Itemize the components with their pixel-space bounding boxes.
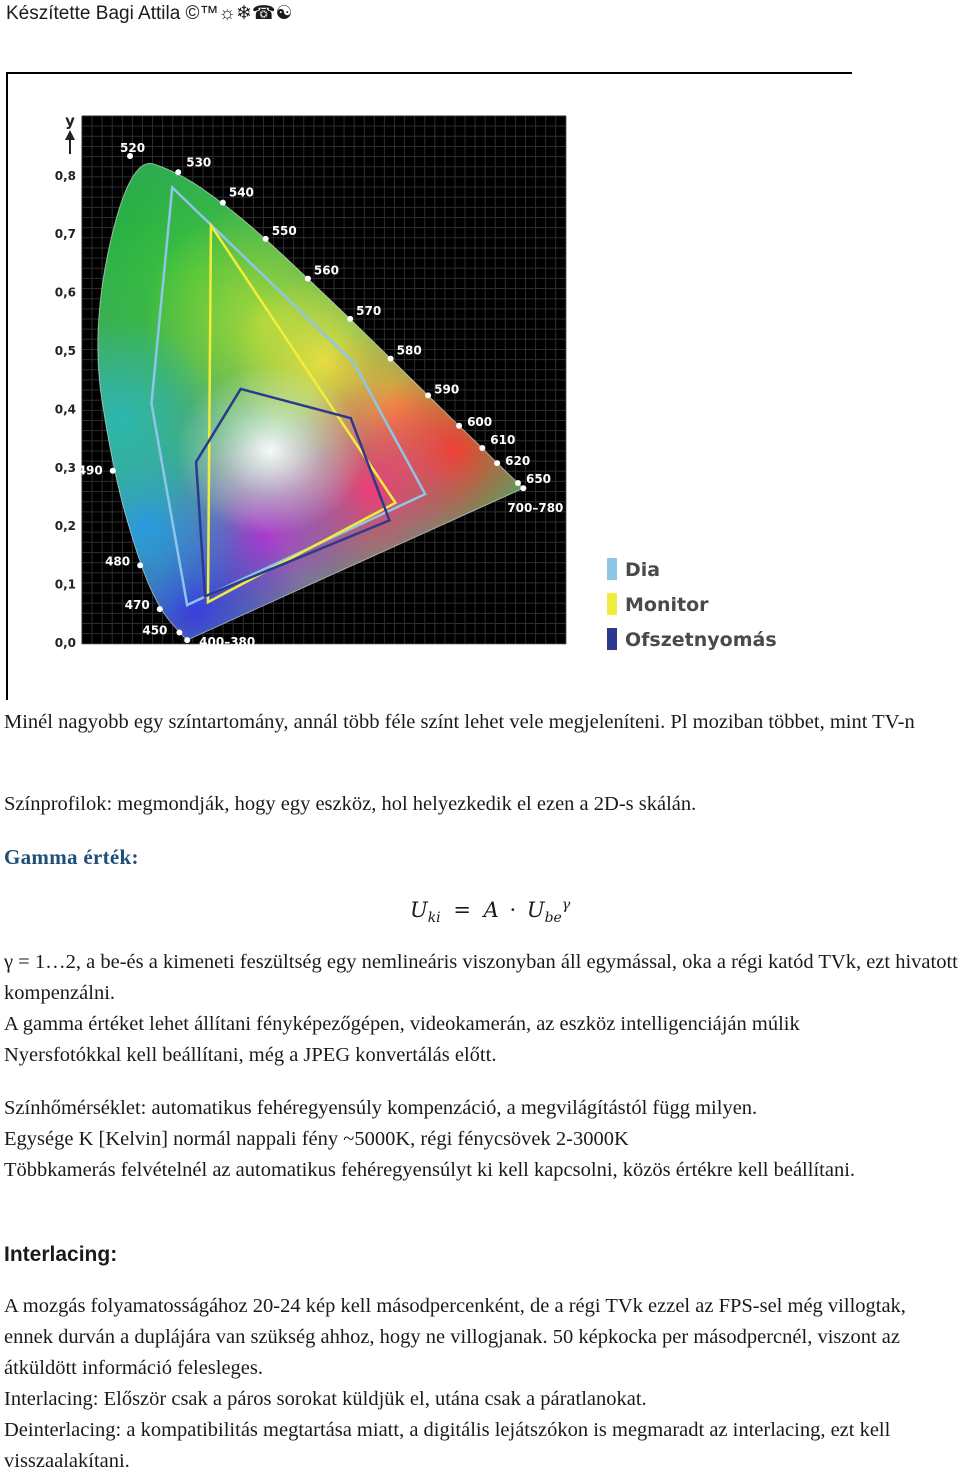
wavelength-dot [347, 316, 353, 322]
y-tick-label: 0,2 [54, 519, 76, 534]
wavelength-label: 590 [434, 382, 460, 397]
y-tick-label: 0,1 [54, 577, 76, 592]
y-tick-label: 0,8 [54, 168, 76, 183]
wavelength-dot [305, 276, 311, 282]
wavelength-label: 650 [525, 471, 552, 486]
wavelength-dot [494, 460, 500, 466]
x-tick-label: 0,3 [253, 655, 276, 669]
wavelength-dot [110, 468, 116, 474]
y-tick-label: 0,3 [54, 460, 76, 475]
paragraph-gamut: Minél nagyobb egy színtartomány, annál több féle színt lehet vele megjeleníteni. Pl moziban többet, mint TV-n [4, 711, 915, 733]
wavelength-dot [137, 562, 143, 568]
gamma-formula: $U_{ki} = A \cdot U_{be}^\gamma$ [410, 897, 571, 927]
paragraph-color-temperature: Színhőmérséklet: automatikus fehéregyensúly kompenzáció, a megvilágítástól függ milyen. [4, 1097, 758, 1119]
cie-chromaticity-chart [26, 96, 786, 686]
wavelength-label: 560 [313, 263, 339, 278]
wavelength-label: 450 [142, 623, 168, 638]
heading-interlacing: Interlacing: [4, 1243, 118, 1266]
paragraph-interlacing-def: Interlacing: Először csak a páros sorokat küldjük el, utána csak a páratlanokat. [4, 1388, 647, 1410]
wavelength-dot [175, 169, 181, 175]
wavelength-dot [220, 200, 226, 206]
paragraph-deinterlacing: Deinterlacing: a kompatibilitás megtartása miatt, a digitális lejátszókon is megmaradt az interlacing, ezt kell visszaalakítani. [4, 1419, 891, 1472]
x-tick-label: 0,0 [75, 655, 97, 669]
chart-svg [26, 96, 786, 686]
left-border-line [6, 72, 8, 700]
wavelength-dot [157, 606, 163, 612]
wavelength-dot [456, 423, 462, 429]
legend-swatch [607, 558, 617, 580]
x-tick-label: 0,6 [432, 655, 454, 669]
wavelength-label: 620 [505, 454, 531, 469]
wavelength-label: 570 [356, 303, 382, 318]
paragraph-gamma-range: γ = 1…2, a be-és a kimeneti feszültség egy nemlineáris viszonyban áll egymással, oka a régi katód TVk, ezt hivatott kompenzálni. [4, 951, 958, 1004]
wavelength-dot [425, 392, 431, 398]
wavelength-dot [184, 637, 190, 643]
paragraph-motion: A mozgás folyamatosságához 20-24 kép kell másodpercenként, de a régi TVk ezzel az FPS-sel még villogtak, ennek durván a duplájára van szükség ahhoz, hogy ne villogjanak. 50 képkocka per másodpercnél, viszont az átküldött információ felesleges. [4, 1295, 906, 1379]
paragraph-raw-photos: Nyersfotókkal kell beállítani, még a JPEG konvertálás előtt. [4, 1044, 497, 1066]
paragraph-kelvin: Egysége K [Kelvin] normál nappali fény ~5000K, régi fénycsövek 2-3000K [4, 1128, 629, 1150]
x-tick-label: 0,5 [372, 655, 395, 669]
x-tick-label: 0,1 [134, 655, 157, 669]
y-tick-label: 0,6 [54, 285, 76, 300]
wavelength-label: 400–380 [199, 635, 256, 650]
wavelength-label: 480 [105, 554, 131, 569]
wavelength-label: 610 [490, 432, 516, 447]
y-tick-label: 0,4 [54, 402, 76, 417]
wavelength-dot [388, 356, 394, 362]
wavelength-label: 580 [396, 343, 422, 358]
wavelength-dot [479, 445, 485, 451]
wavelength-label: 530 [186, 155, 212, 170]
wavelength-label: 520 [120, 140, 146, 155]
heading-gamma: Gamma érték: [4, 845, 139, 869]
wavelength-dot [520, 485, 526, 491]
header-divider [6, 72, 852, 74]
wavelength-label: 490 [77, 463, 103, 478]
wavelength-label: 600 [467, 414, 493, 429]
wavelength-dot [263, 236, 269, 242]
legend-label: Ofszetnyomás [625, 629, 777, 651]
wavelength-dot [515, 480, 521, 486]
legend-label: Dia [625, 559, 661, 581]
paragraph-gamma-setting: A gamma értéket lehet állítani fényképezőgépen, videokamerán, az eszköz intelligenciáján múlik [4, 1013, 800, 1035]
y-axis-label: y [65, 112, 75, 130]
document-header: Készítette Bagi Attila ©™☼❄☎☯ [6, 3, 293, 24]
chart-legend [607, 558, 777, 651]
y-tick-label: 0,0 [54, 636, 76, 650]
y-tick-label: 0,7 [54, 227, 76, 242]
wavelength-label: 470 [124, 598, 150, 613]
wavelength-dot [176, 629, 182, 635]
wavelength-label: 550 [271, 223, 297, 238]
y-axis-arrow [65, 112, 75, 154]
y-tick-label: 0,5 [54, 344, 76, 358]
legend-swatch [607, 628, 617, 650]
paragraph-color-profiles: Színprofilok: megmondják, hogy egy eszköz, hol helyezkedik el ezen a 2D-s skálán. [4, 793, 697, 815]
x-tick-label: 0,4 [313, 655, 335, 669]
wavelength-label: 700–780 [507, 501, 564, 516]
paragraph-multicamera: Többkamerás felvételnél az automatikus fehéregyensúlyt ki kell kapcsolni, közös értékre kell beállítani. [4, 1159, 856, 1181]
x-tick-label: 0,2 [194, 655, 216, 669]
legend-label: Monitor [625, 594, 709, 616]
legend-swatch [607, 593, 617, 615]
wavelength-label: 540 [228, 185, 254, 200]
